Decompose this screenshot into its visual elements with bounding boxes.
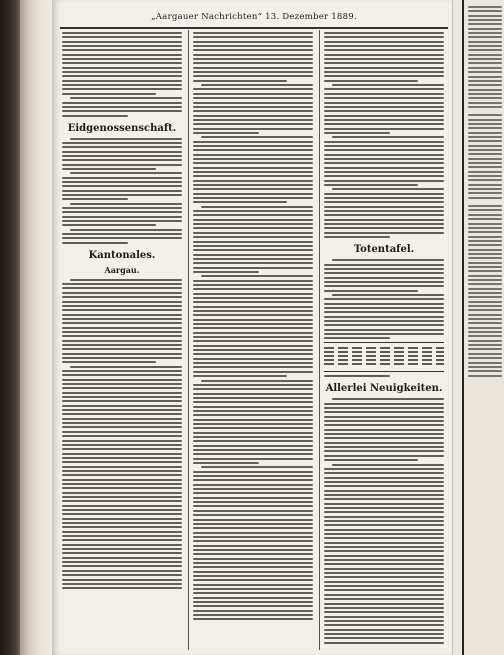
column-separator (319, 30, 320, 650)
section-heading-allerlei: Allerlei Neuigkeiten. (325, 383, 443, 395)
text-block (324, 32, 444, 238)
column-separator (188, 30, 189, 650)
text-block (193, 32, 313, 620)
adjacent-page-content (468, 6, 502, 646)
page-header (60, 10, 448, 28)
column-1 (62, 32, 182, 644)
text-block (62, 279, 182, 589)
text-block (324, 375, 444, 377)
text-block (62, 138, 182, 244)
section-heading-kantonales: Kantonales. (88, 249, 156, 261)
column-2 (193, 32, 313, 644)
column-3 (324, 32, 444, 644)
text-block (324, 259, 444, 339)
subheading-aargau: Aargau. (104, 264, 140, 275)
statistics-table (324, 342, 444, 372)
book-spine (0, 0, 20, 655)
header-rule (60, 27, 448, 29)
newspaper-title: „Aargauer Nachrichten“ 13. Dezember 1889. (151, 12, 357, 22)
section-heading-eidgenossenschaft: Eidgenossenschaft. (67, 122, 177, 134)
text-block (324, 398, 444, 644)
adjacent-page-rule (462, 0, 464, 655)
page-gutter (20, 0, 52, 655)
section-heading-totentafel: Totentafel. (353, 244, 415, 256)
text-block (62, 32, 182, 117)
